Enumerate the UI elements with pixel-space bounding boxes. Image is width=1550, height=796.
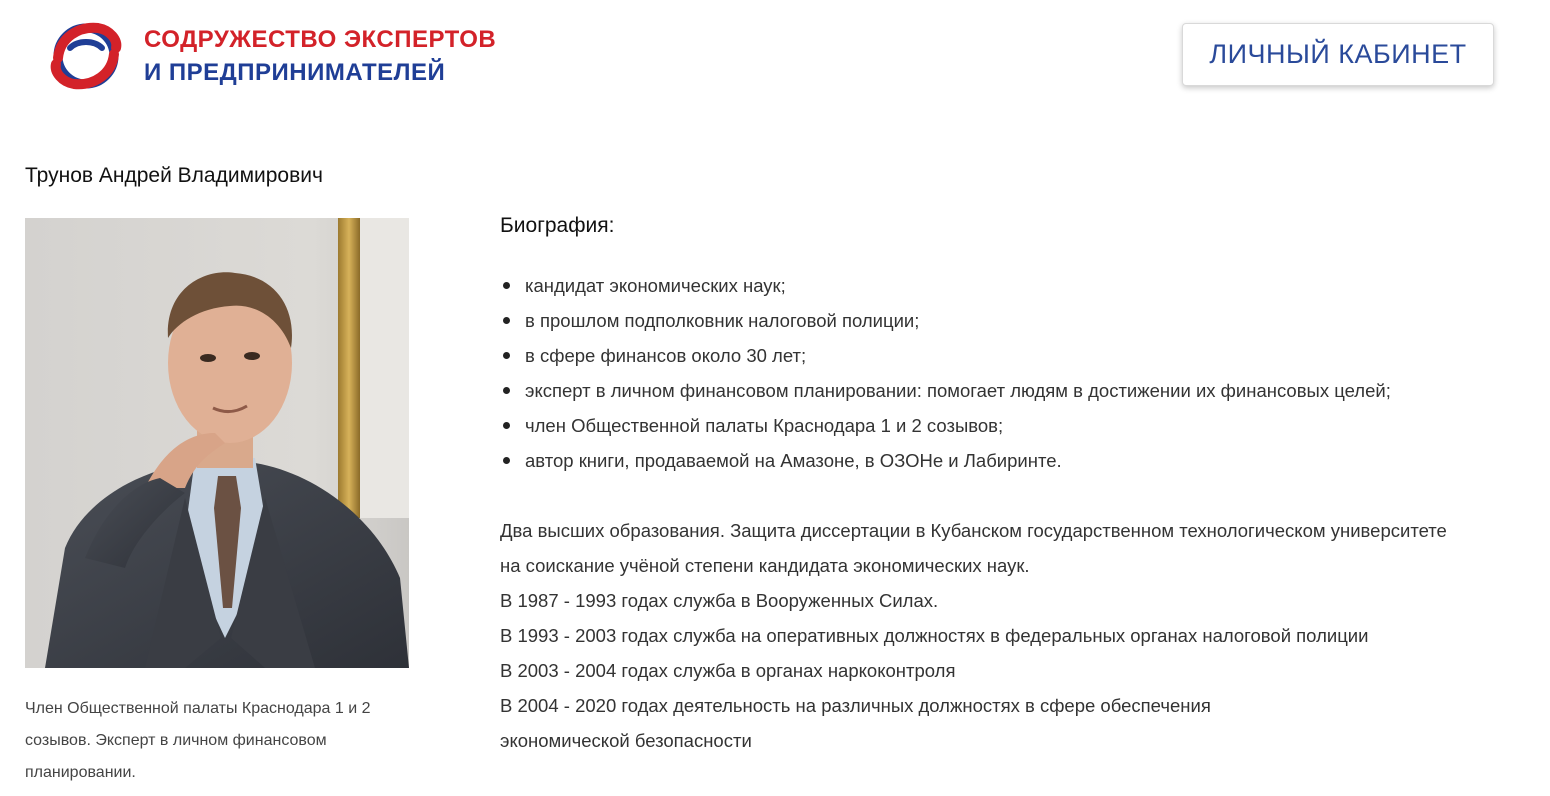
list-item [500,373,1391,408]
biography-title: Биография: [500,214,615,237]
logo-line-2: И ПРЕДПРИНИМАТЕЛЕЙ [144,59,446,86]
site-logo[interactable] [48,18,496,94]
list-item-text: кандидат экономических наук; [525,275,786,296]
bullet-icon [503,387,510,394]
list-item-text: автор книги, продаваемой на Амазоне, в ОЗОНе и Лабиринте. [525,450,1062,471]
list-item [500,303,1391,338]
list-item-text: в сфере финансов около 30 лет; [525,345,807,366]
person-name: Трунов Андрей Владимирович [25,164,323,187]
bullet-icon [503,457,510,464]
list-item-text: член Общественной палаты Краснодара 1 и 2 созывов; [525,415,1004,436]
bullet-icon [503,422,510,429]
biography-details [500,513,1530,758]
list-item-text: в прошлом подполковник налоговой полиции; [525,310,920,331]
personal-cabinet-button[interactable]: ЛИЧНЫЙ КАБИНЕТ [1182,23,1494,86]
photo-caption: Член Общественной палаты Краснодара 1 и 2 созывов. Эксперт в личном финансовом планировании. [25,700,371,781]
portrait-photo [25,218,409,668]
list-item [500,338,1391,373]
bio-paragraph: В 1987 - 1993 годах служба в Вооруженных Силах. [500,590,939,611]
bio-paragraph: экономической безопасности [500,730,752,751]
bio-paragraph: В 2003 - 2004 годах служба в органах наркоконтроля [500,660,956,681]
logo-line-1: СОДРУЖЕСТВО ЭКСПЕРТОВ [144,26,497,53]
bullet-icon [503,282,510,289]
bio-paragraph: на соискание учёной степени кандидата экономических наук. [500,555,1030,576]
organization-logo-icon [48,18,124,94]
bio-paragraph: В 2004 - 2020 годах деятельность на различных должностях в сфере обеспечения [500,695,1211,716]
biography-list [500,268,1391,478]
list-item-text: эксперт в личном финансовом планировании: помогает людям в достижении их финансовых целей; [525,380,1391,401]
bullet-icon [503,352,510,359]
bio-paragraph: Два высших образования. Защита диссертации в Кубанском государственном технологическом университете [500,520,1447,541]
list-item [500,268,1391,303]
list-item [500,408,1391,443]
bullet-icon [503,317,510,324]
bio-paragraph: В 1993 - 2003 годах служба на оперативных должностях в федеральных органах налоговой полиции [500,625,1369,646]
logo-text [144,23,496,89]
list-item [500,443,1391,478]
